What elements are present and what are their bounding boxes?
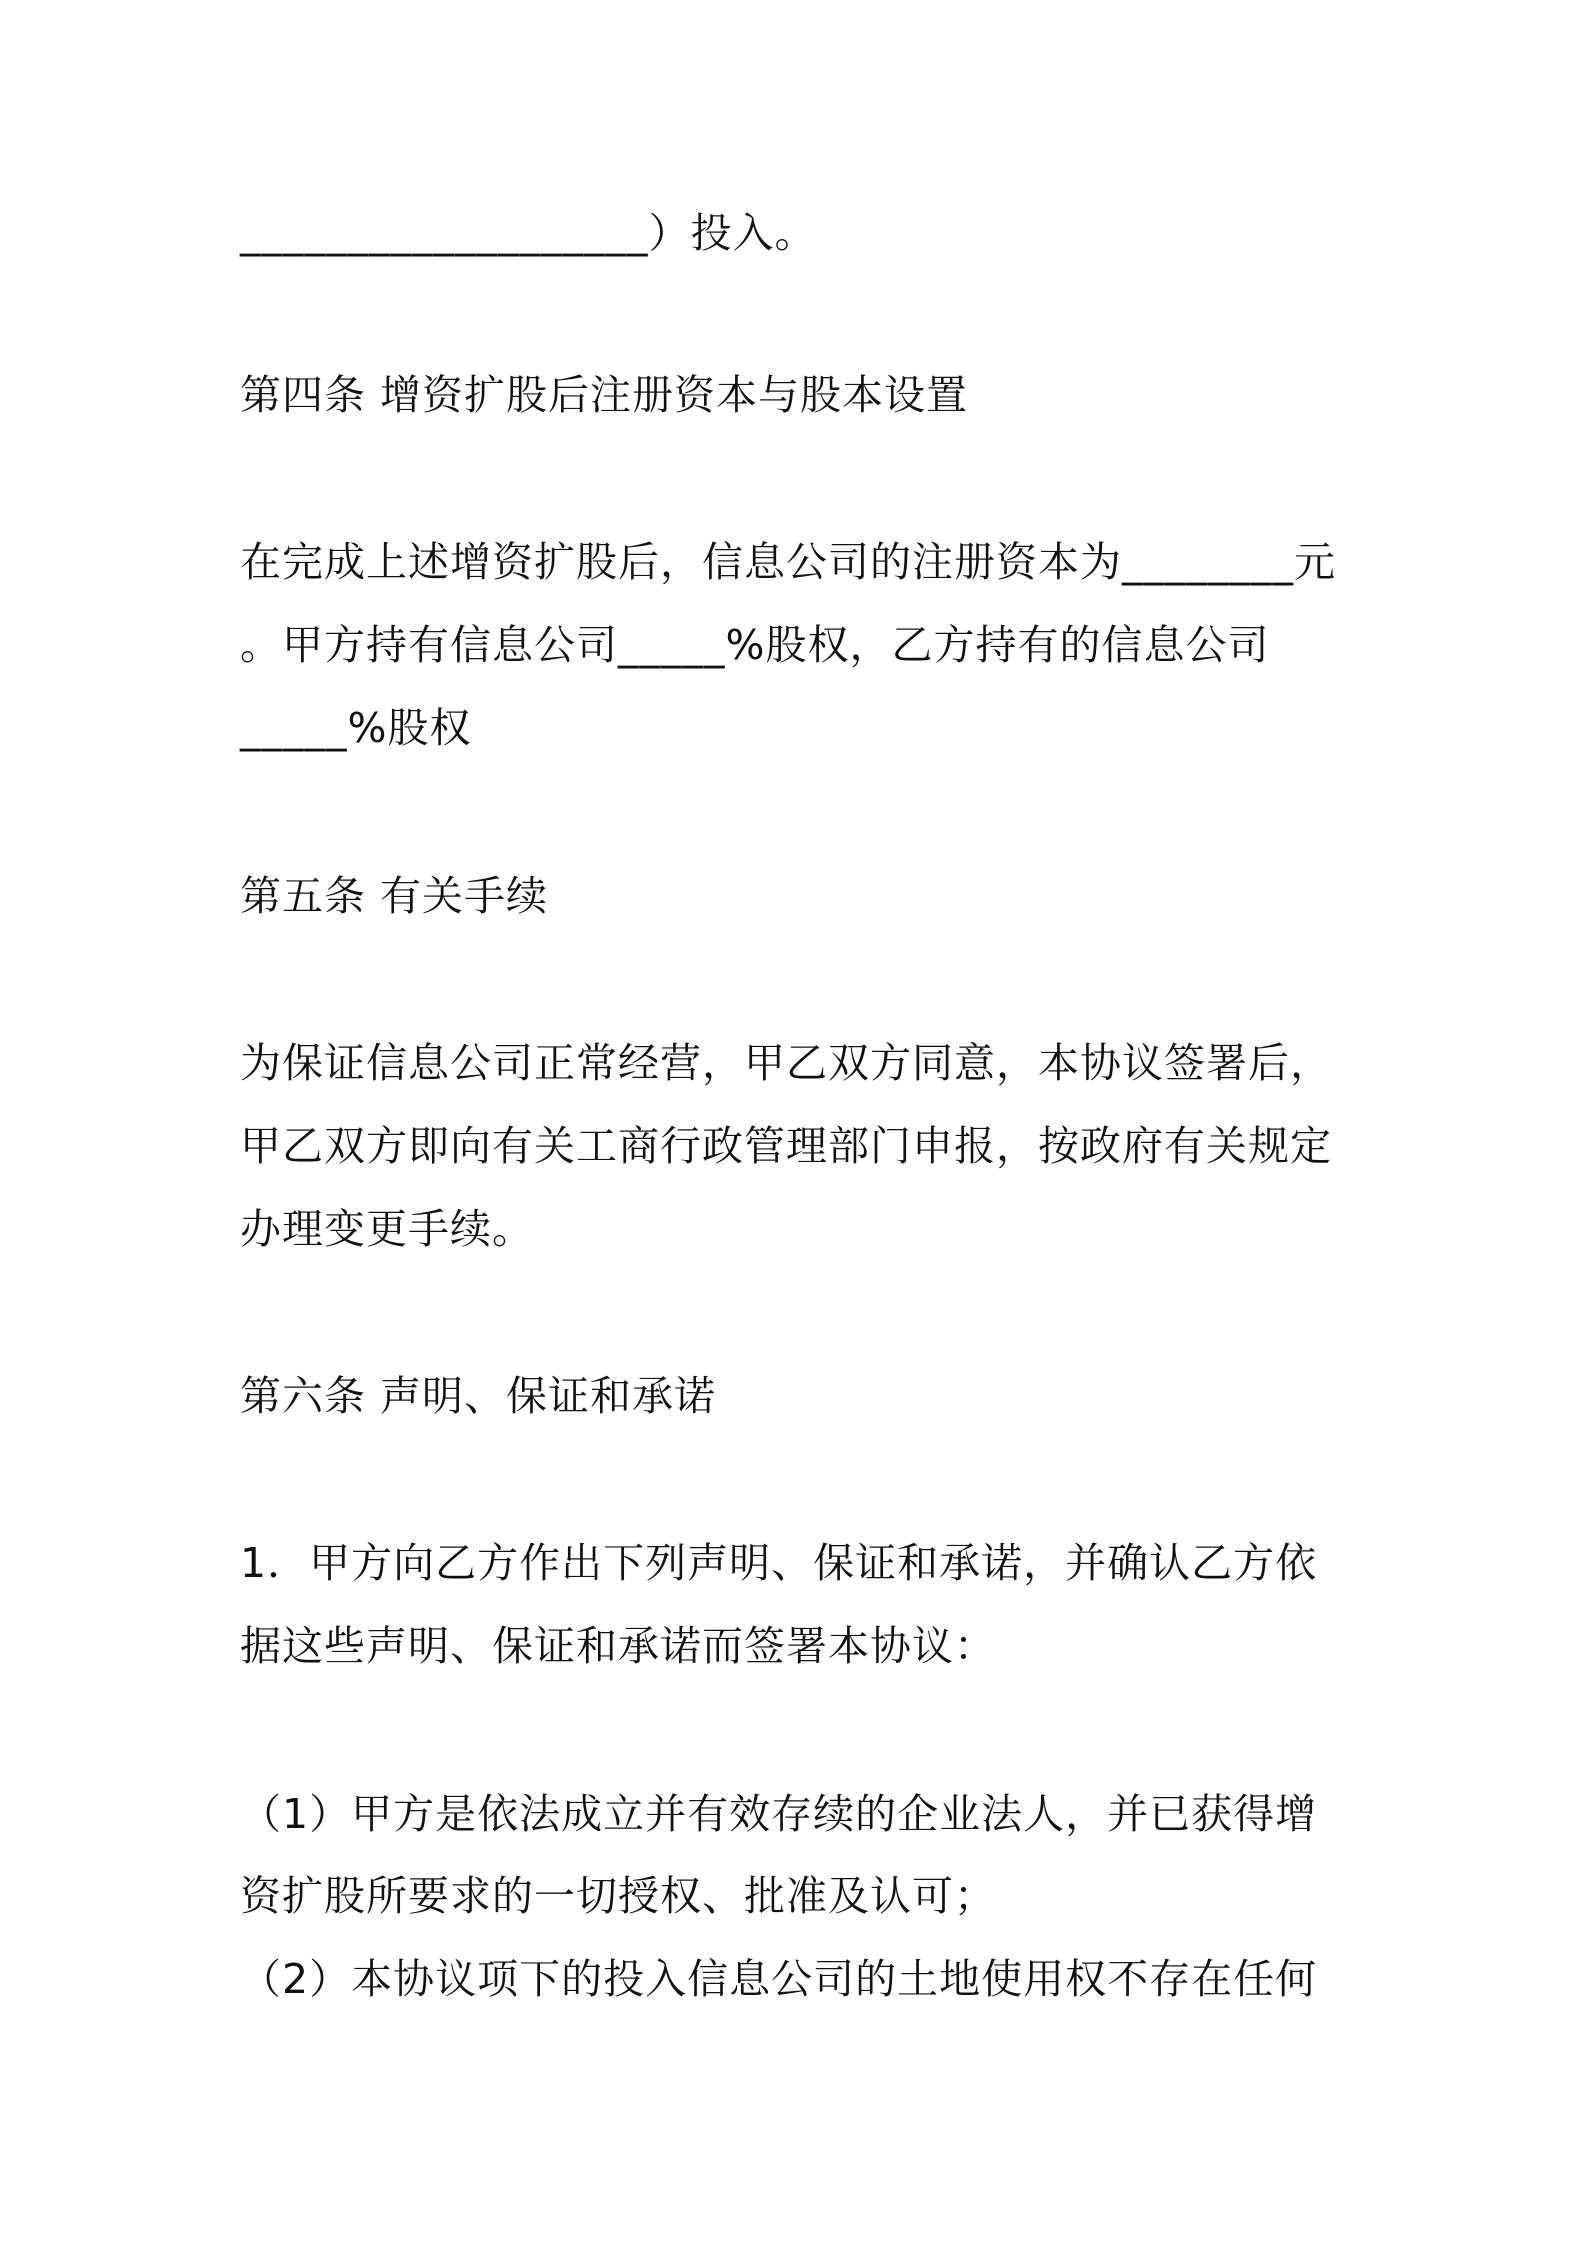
article-4-paragraph-line-1: 在完成上述增资扩股后，信息公司的注册资本为________元 bbox=[240, 538, 1336, 586]
article-6-item-2-line-1: （2）本协议项下的投入信息公司的土地使用权不存在任何 bbox=[240, 1955, 1318, 2003]
article-5-paragraph-line-1: 为保证信息公司正常经营，甲乙双方同意，本协议签署后， bbox=[240, 1039, 1332, 1087]
article-6-item-1-line-1: （1）甲方是依法成立并有效存续的企业法人，并已获得增 bbox=[240, 1790, 1318, 1838]
article-6-clause-1-line-2: 据这些声明、保证和承诺而签署本协议： bbox=[240, 1622, 996, 1670]
article-5-heading: 第五条 有关手续 bbox=[240, 872, 549, 920]
article-6-item-1-line-2: 资扩股所要求的一切授权、批准及认可； bbox=[240, 1872, 996, 1920]
article-5-paragraph-line-3: 办理变更手续。 bbox=[240, 1205, 534, 1253]
article-4-heading: 第四条 增资扩股后注册资本与股本设置 bbox=[240, 371, 969, 419]
article-4-paragraph-line-3: _____%股权 bbox=[240, 704, 472, 752]
text-line-continuation: ___________________）投入。 bbox=[240, 209, 817, 257]
article-4-paragraph-line-2: 。甲方持有信息公司_____%股权，乙方持有的信息公司 bbox=[240, 621, 1270, 669]
article-6-heading: 第六条 声明、保证和承诺 bbox=[240, 1372, 717, 1420]
article-6-clause-1-line-1: 1．甲方向乙方作出下列声明、保证和承诺，并确认乙方依 bbox=[240, 1539, 1318, 1587]
article-5-paragraph-line-2: 甲乙双方即向有关工商行政管理部门申报，按政府有关规定 bbox=[240, 1122, 1332, 1170]
